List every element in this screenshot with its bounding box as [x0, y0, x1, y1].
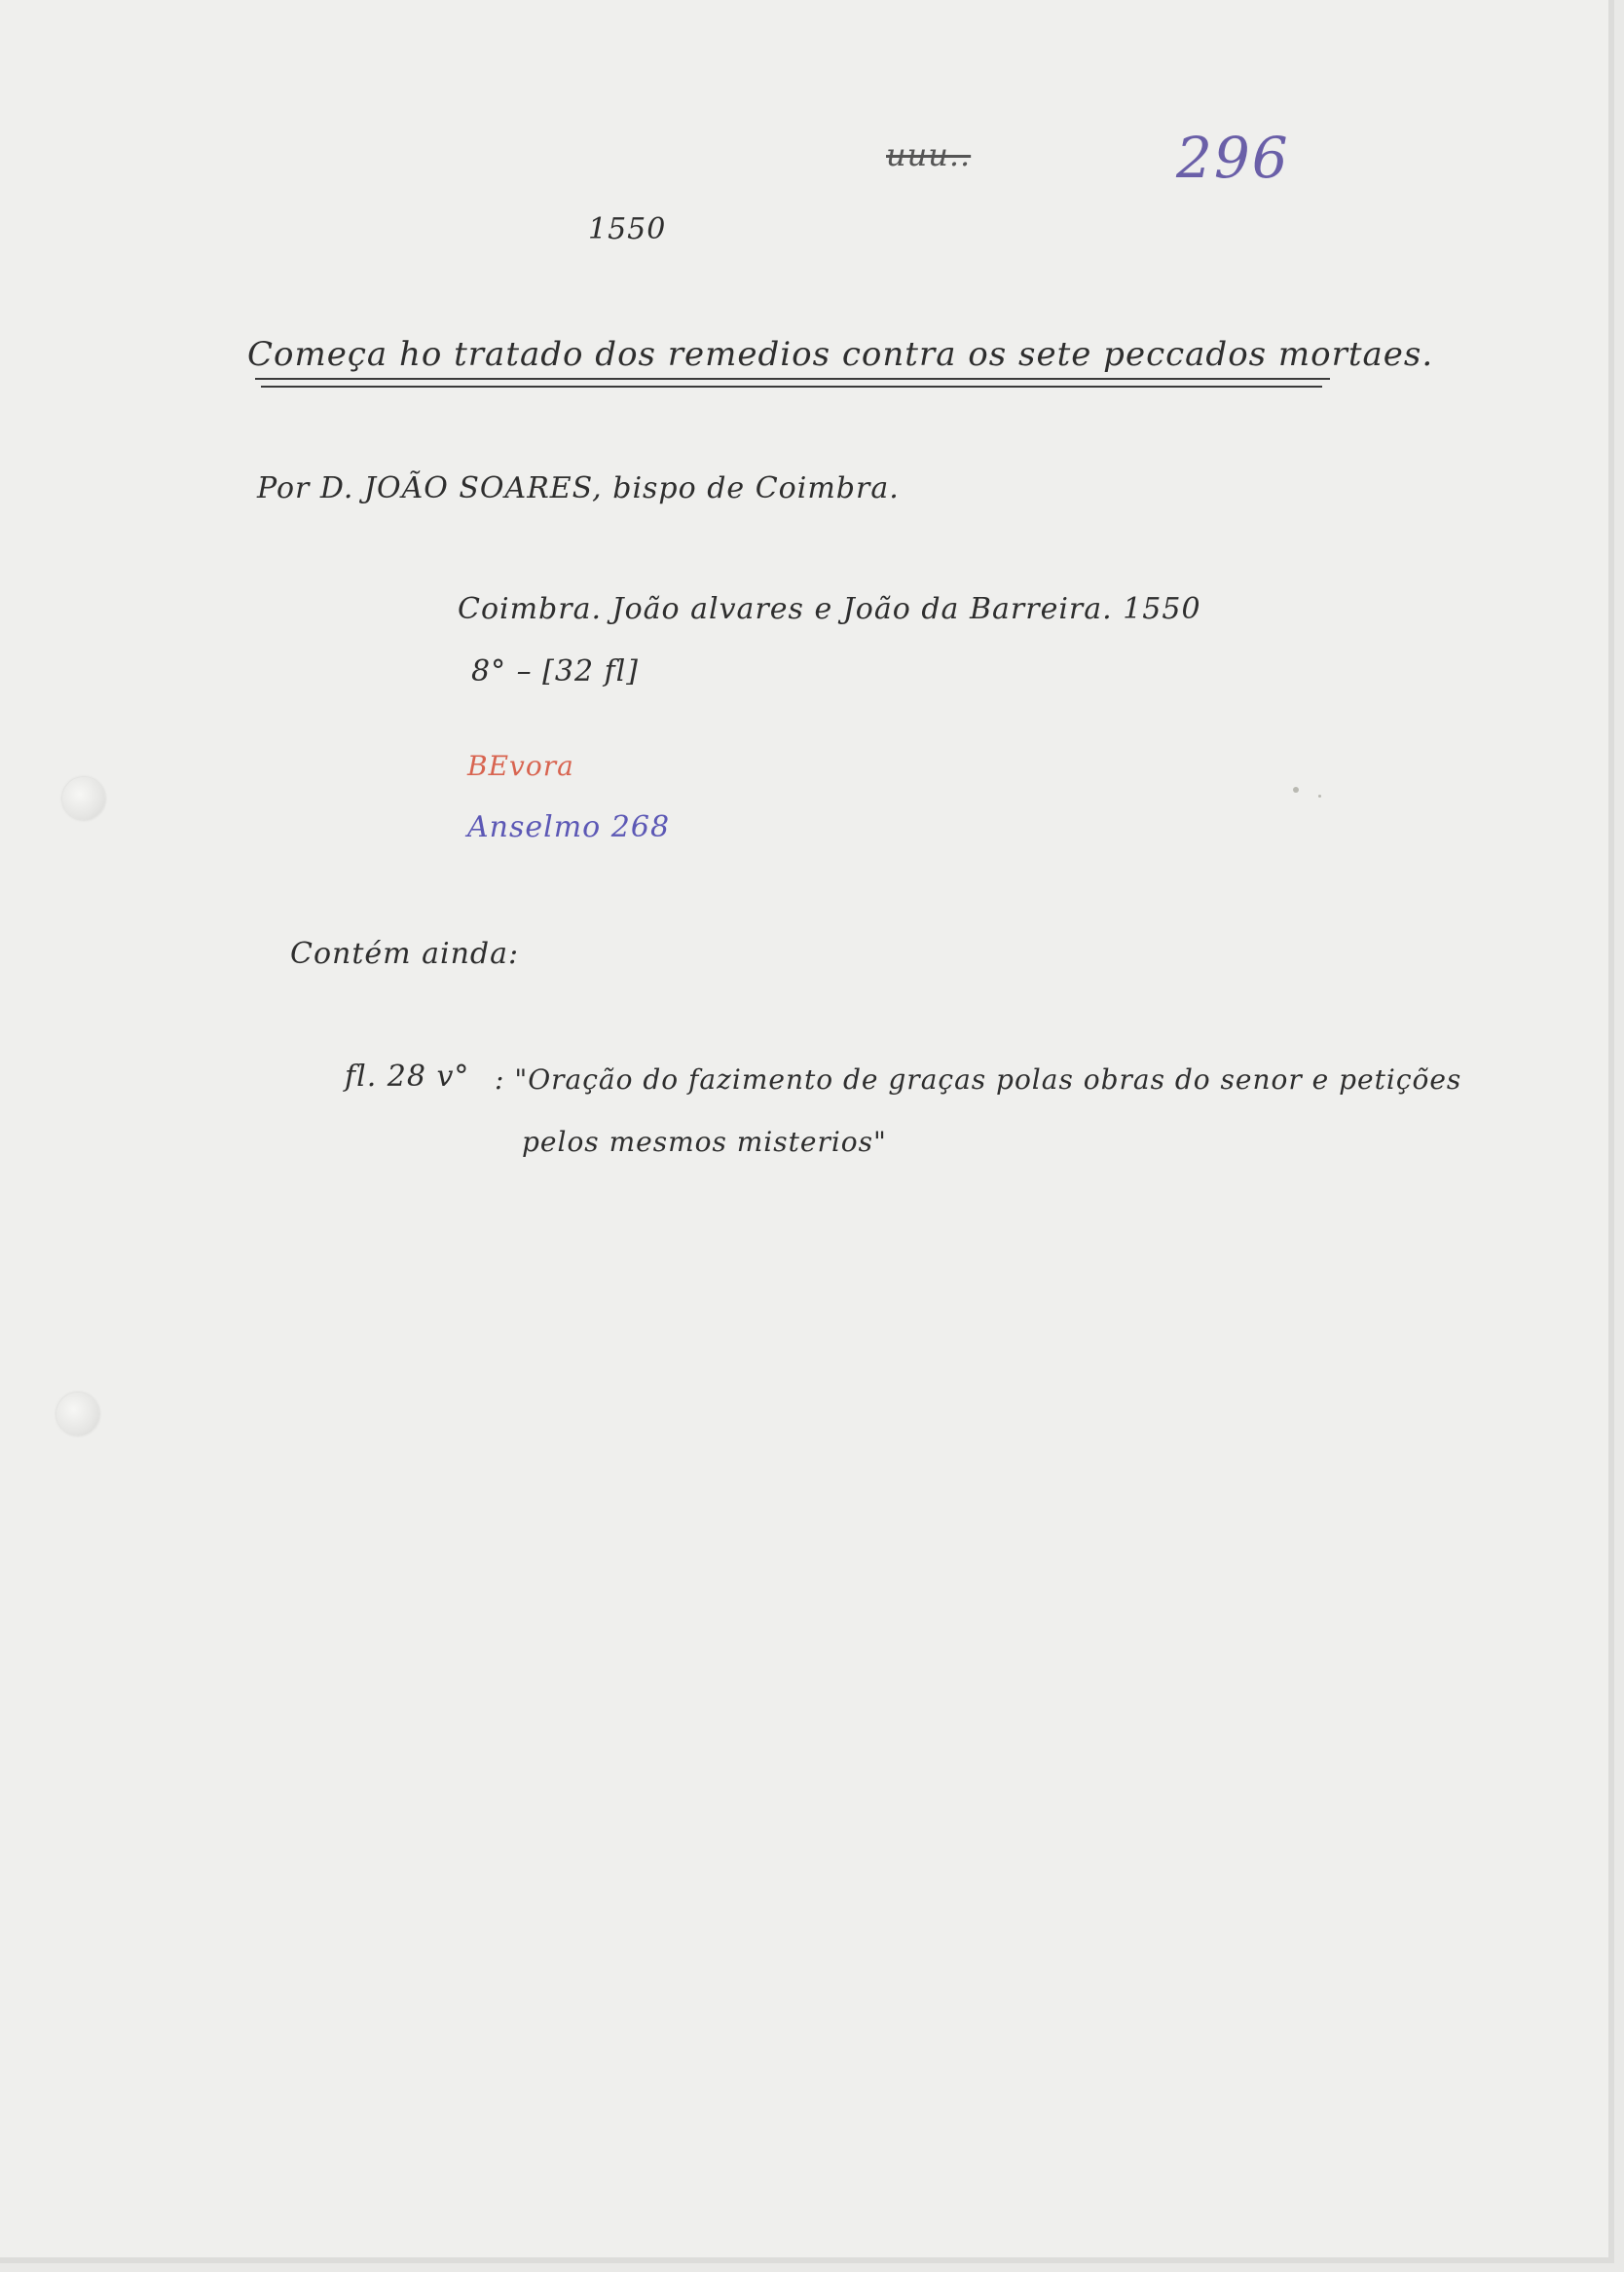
punch-hole-bottom: [56, 1393, 99, 1435]
paper-speck: [1293, 787, 1299, 793]
format: 8° – [32 fl]: [471, 654, 639, 689]
title-underline-second: [261, 386, 1322, 388]
year: 1550: [588, 212, 667, 246]
struck-mark: uuu..: [886, 136, 972, 173]
title: Começa ho tratado dos remedios contra os sete peccados mortaes.: [247, 335, 1434, 374]
entry-reference: fl. 28 v°: [345, 1060, 470, 1094]
punch-hole-top: [62, 777, 105, 820]
author-line: Por D. JOÃO SOARES, bispo de Coimbra.: [257, 471, 900, 505]
entry-text-line-2: pelos mesmos misterios": [522, 1126, 887, 1158]
catalog-reference: Anselmo 268: [467, 810, 671, 844]
contents-heading: Contém ainda:: [290, 937, 520, 971]
imprint: Coimbra. João alvares e João da Barreira. 1550: [458, 592, 1201, 626]
library-location: BEvora: [467, 750, 574, 782]
entry-text-line-1: : "Oração do fazimento de graças polas obras do senor e petições: [495, 1063, 1462, 1096]
title-underline: [255, 378, 1330, 380]
paper-speck-small: [1318, 795, 1321, 798]
reference-number: 296: [1176, 125, 1290, 191]
